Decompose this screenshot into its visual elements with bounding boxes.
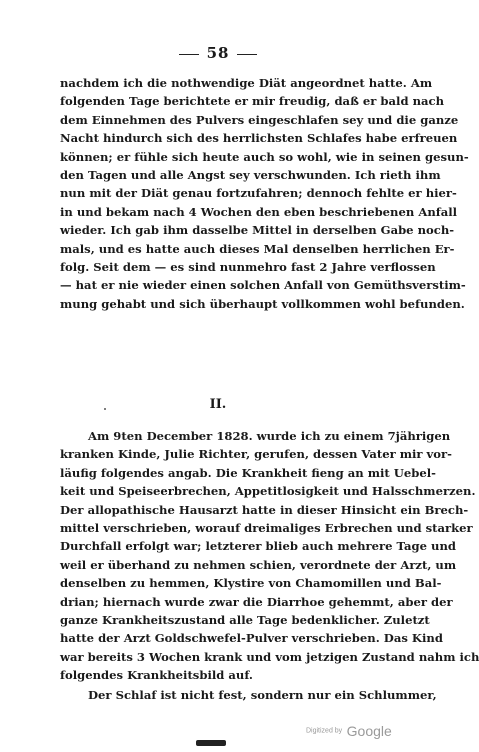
text-line: mung gehabt und sich überhaupt vollkommen wohl befunden. [60,296,465,311]
text-line: kranken Kinde, Julie Richter, gerufen, dessen Vater mir vor- [60,447,452,462]
text-line: läufig folgendes angab. Die Krankheit fieng an mit Uebel- [60,465,436,480]
text-line: den Tagen und alle Angst sey verschwunden. Ich rieth ihm [60,168,441,183]
text-line: dem Einnehmen des Pulvers eingeschlafen sey und die ganze [60,112,459,127]
text-line: Durchfall erfolgt war; letzterer blieb auch mehrere Tage und [60,539,457,554]
google-watermark [306,722,392,740]
text-line: in und bekam nach 4 Wochen den eben beschriebenen Anfall [60,204,458,219]
scan-mark [196,740,226,746]
text-line: mittel verschrieben, worauf dreimaliges Erbrechen und starker [60,521,473,536]
paragraph-1 [60,74,469,313]
text-line: Nacht hindurch sich des herrlichsten Schlafes habe erfreuen [60,131,458,146]
text-line: war bereits 3 Wochen krank und vom jetzigen Zustand nahm ich [60,649,479,664]
text-line: weil er überhand zu nehmen schien, verordnete der Arzt, um [60,557,457,572]
watermark-brand: Google [346,722,392,739]
text-line: hatte der Arzt Goldschwefel-Pulver verschrieben. Das Kind [60,631,443,646]
paragraph-3 [60,686,437,704]
page-number-dash-left [179,54,199,55]
text-line: — hat er nie wieder einen solchen Anfall von Gemüthsverstim- [60,278,466,293]
watermark-prefix: Digitized by [306,727,343,735]
page-number [0,44,436,62]
text-line: wieder. Ich gab ihm dasselbe Mittel in derselben Gabe noch- [60,223,455,238]
text-line: drian; hiernach wurde zwar die Diarrhoe gehemmt, aber der [60,594,453,609]
page-number-dash-right [237,54,257,55]
text-line: Der Schlaf ist nicht fest, sondern nur ein Schlummer, [88,688,437,702]
text-line: keit und Speiseerbrechen, Appetitlosigkeit und Halsschmerzen. [60,484,476,499]
text-line: mals, und es hatte auch dieses Mal denselben herrlichen Er- [60,241,455,256]
text-line: Am 9ten December 1828. wurde ich zu einem 7jährigen [88,429,451,443]
page-number-value: 58 [206,44,230,62]
text-line: folgendes Krankheitsbild auf. [60,668,253,683]
text-line: nun mit der Diät genau fortzufahren; dennoch fehlte er hier- [60,186,457,201]
section-heading: II. [209,397,227,412]
text-line: nachdem ich die nothwendige Diät angeordnet hatte. Am [60,76,433,90]
paragraph-2 [60,427,479,685]
text-line: denselben zu hemmen, Klystire von Chamomillen und Bal- [60,576,442,591]
text-line: Der allopathische Hausarzt hatte in dieser Hinsicht ein Brech- [60,502,469,517]
text-line: folg. Seit dem — es sind nunmehro fast 2 Jahre verflossen [60,260,436,275]
text-line: können; er fühle sich heute auch so wohl, wie in seinen gesun- [60,149,469,164]
text-line: ganze Krankheitszustand alle Tage bedenklicher. Zuletzt [60,613,430,628]
text-line: folgenden Tage berichtete er mir freudig, daß er bald nach [60,94,445,109]
